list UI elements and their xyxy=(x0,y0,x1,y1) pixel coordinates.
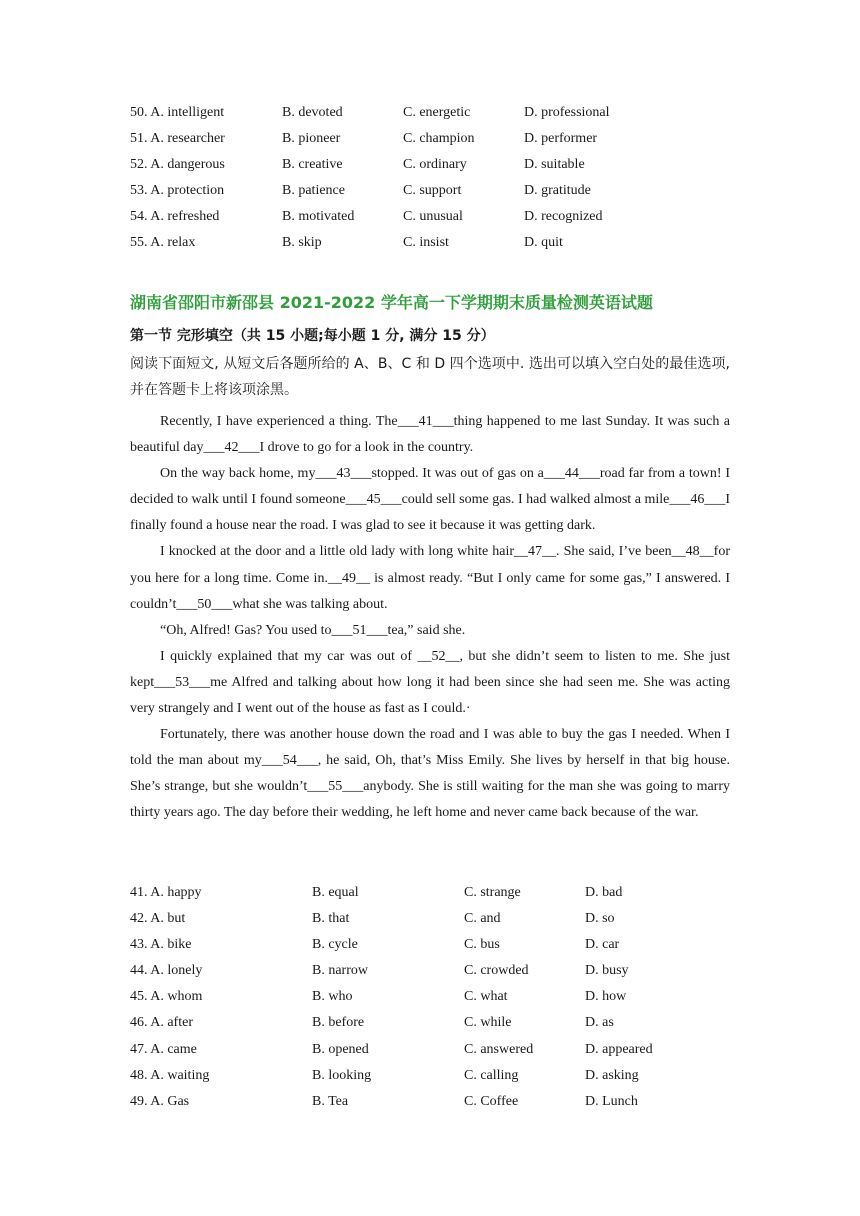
instruction-text: 阅读下面短文, 从短文后各题所给的 A、B、C 和 D 四个选项中. 选出可以填入空白处的最佳选项, 并在答题卡上将该项涂黑。 xyxy=(130,356,730,398)
option-b: B. devoted xyxy=(282,105,343,120)
option-b: B. motivated xyxy=(282,209,355,225)
option-b: B. skip xyxy=(282,235,322,251)
option-c: C. what xyxy=(464,989,508,1005)
option-b: B. pioneer xyxy=(282,131,341,147)
option-c: C. unusual xyxy=(403,209,463,225)
top-options-table xyxy=(130,100,730,257)
option-row xyxy=(130,178,730,204)
option-d: D. how xyxy=(585,989,627,1005)
option-b: B. Tea xyxy=(312,1093,349,1109)
exam-title: 湖南省邵阳市新邵县 2021-2022 学年高一下学期期末质量检测英语试题 xyxy=(130,293,653,312)
option-row xyxy=(130,984,730,1010)
option-a: 46. A. after xyxy=(130,1015,193,1031)
option-b: B. opened xyxy=(312,1041,369,1057)
passage-paragraph: Fortunately, there was another house down the road and I was able to buy the gas I needed. When I told the man about my___54___, he said, Oh, that’s Miss Emily. She lives by herself in that big house. She’s strange, but she wouldn’t___55___anybody. She is still waiting for the man she was going to marry thirty years ago. The day before their wedding, he left home and never came back because of the war. xyxy=(130,727,730,821)
option-b: B. patience xyxy=(282,183,345,199)
option-a: 54. A. refreshed xyxy=(130,209,220,225)
option-a: 52. A. dangerous xyxy=(130,157,225,173)
option-a: 45. A. whom xyxy=(130,989,203,1005)
option-c: C. calling xyxy=(464,1067,519,1083)
option-d: D. asking xyxy=(585,1067,639,1083)
option-c: C. crowded xyxy=(464,963,529,979)
option-row xyxy=(130,1063,730,1089)
option-row xyxy=(130,1089,730,1115)
option-c: C. insist xyxy=(403,235,449,251)
option-a: 41. A. happy xyxy=(130,885,202,900)
option-c: C. energetic xyxy=(403,105,471,120)
option-a: 49. A. Gas xyxy=(130,1093,190,1109)
option-d: D. Lunch xyxy=(585,1093,638,1109)
passage-paragraph: I quickly explained that my car was out of __52__, but she didn’t seem to listen to me. She just kept___53___me Alfred and talking about how long it had been since she had seen me. She was acting very strangely and I went out of the house as fast as I could.· xyxy=(130,648,730,717)
option-a: 47. A. came xyxy=(130,1041,197,1057)
option-b: B. who xyxy=(312,989,353,1005)
option-d: D. performer xyxy=(524,131,598,147)
passage-paragraph: I knocked at the door and a little old lady with long white hair__47__. She said, I’ve been__48__for you here for a long time. Come in.__49__ is almost ready. “But I only came for some gas,” I answered. I couldn’t___50___what she was talking about. xyxy=(130,544,730,612)
cloze-passage xyxy=(130,409,730,827)
option-d: D. gratitude xyxy=(524,183,591,199)
option-a: 53. A. protection xyxy=(130,183,225,199)
option-b: B. before xyxy=(312,1015,365,1031)
option-d: D. appeared xyxy=(585,1041,653,1057)
option-row xyxy=(130,230,730,256)
option-d: D. so xyxy=(585,911,615,927)
option-a: 48. A. waiting xyxy=(130,1067,210,1083)
option-d: D. suitable xyxy=(524,157,585,173)
option-row xyxy=(130,932,730,958)
option-d: D. quit xyxy=(524,235,563,251)
option-c: C. strange xyxy=(464,885,521,900)
option-b: B. creative xyxy=(282,157,343,173)
passage-paragraph: On the way back home, my___43___stopped. It was out of gas on a___44___road far from a town! I decided to walk until I found someone___45___could sell some gas. I had walked almost a mile___46___I finally found a house near the road. I was glad to see it because it was getting dark. xyxy=(130,466,730,534)
option-d: D. busy xyxy=(585,963,629,979)
bottom-options-table xyxy=(130,880,730,1115)
option-b: B. that xyxy=(312,911,350,927)
option-d: D. as xyxy=(585,1015,614,1031)
passage-paragraph: Recently, I have experienced a thing. The___41___thing happened to me last Sunday. It was such a beautiful day___42___I drove to go for a look in the country. xyxy=(130,414,730,456)
option-b: B. cycle xyxy=(312,937,358,953)
option-a: 51. A. researcher xyxy=(130,131,225,147)
option-row xyxy=(130,958,730,984)
option-c: C. and xyxy=(464,911,501,927)
passage-paragraph: “Oh, Alfred! Gas? You used to___51___tea,” said she. xyxy=(160,622,466,638)
option-a: 50. A. intelligent xyxy=(130,105,225,120)
option-c: C. Coffee xyxy=(464,1093,519,1109)
option-d: D. recognized xyxy=(524,209,603,225)
option-row xyxy=(130,100,730,126)
option-row xyxy=(130,1037,730,1063)
option-b: B. narrow xyxy=(312,963,368,979)
option-row xyxy=(130,1010,730,1036)
option-c: C. support xyxy=(403,183,462,199)
option-c: C. champion xyxy=(403,131,475,147)
option-a: 42. A. but xyxy=(130,911,186,927)
option-a: 43. A. bike xyxy=(130,937,192,953)
option-c: C. bus xyxy=(464,937,500,953)
option-b: B. equal xyxy=(312,885,359,900)
option-c: C. answered xyxy=(464,1041,534,1057)
section-heading: 第一节 完形填空（共 15 小题;每小题 1 分, 满分 15 分） xyxy=(130,328,495,344)
option-d: D. car xyxy=(585,937,620,953)
option-row xyxy=(130,126,730,152)
option-a: 44. A. lonely xyxy=(130,963,203,979)
option-row xyxy=(130,204,730,230)
option-d: D. professional xyxy=(524,105,610,120)
option-d: D. bad xyxy=(585,885,623,900)
option-row xyxy=(130,906,730,932)
option-c: C. ordinary xyxy=(403,157,467,173)
option-c: C. while xyxy=(464,1015,512,1031)
option-row xyxy=(130,880,730,906)
option-a: 55. A. relax xyxy=(130,235,196,251)
option-row xyxy=(130,152,730,178)
option-b: B. looking xyxy=(312,1067,372,1083)
